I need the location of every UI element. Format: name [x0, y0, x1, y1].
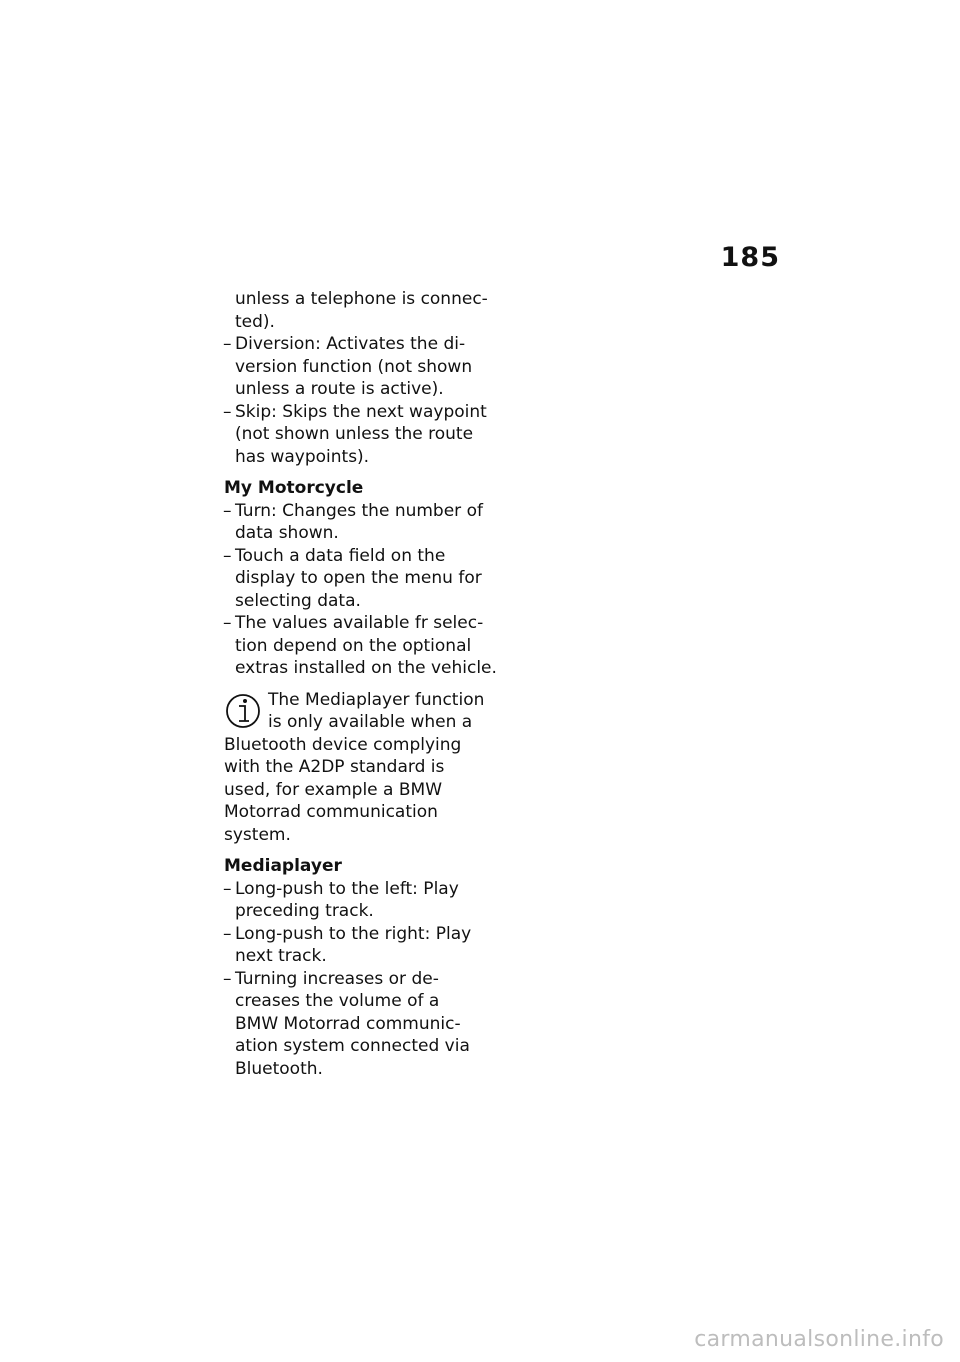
list-item: – Long-push to the left: Play preceding track. [224, 878, 473, 923]
mediaplayer-list [224, 878, 494, 1081]
note-text: The Mediaplayer function is only available when a Bluetooth device complying with the A2DP standard is used, for example a BMW Motorrad communication system. [224, 689, 485, 845]
my-motorcycle-list [224, 500, 497, 680]
info-icon [224, 691, 264, 731]
list-item: – The values available fr selec-tion depend on the optional extras installed on the vehicle. [224, 612, 499, 680]
list-item: – Touch a data field on the display to open the menu for selecting data. [224, 545, 497, 613]
section-heading-mediaplayer: Mediaplayer [224, 856, 342, 876]
list-item: – Skip: Skips the next waypoint (not shown unless the route has waypoints). [224, 401, 497, 469]
list-item: – Diversion: Activates the di-version function (not shown unless a route is active). [224, 333, 475, 401]
list-item: – Long-push to the right: Play next track. [224, 923, 487, 968]
list-item: unless a telephone is connec-ted). [235, 289, 488, 332]
page-number: 185 [720, 242, 780, 273]
content-column [224, 288, 497, 1080]
section-heading-my-motorcycle: My Motorcycle [224, 478, 364, 498]
list-item: – Turning increases or de-creases the volume of a BMW Motorrad communic-ation system connected via Bluetooth. [224, 968, 475, 1081]
info-note [224, 689, 494, 847]
list-item: – Turn: Changes the number of data shown. [224, 500, 497, 545]
intro-list [224, 288, 494, 468]
watermark: carmanualsonline.info [694, 1327, 944, 1352]
